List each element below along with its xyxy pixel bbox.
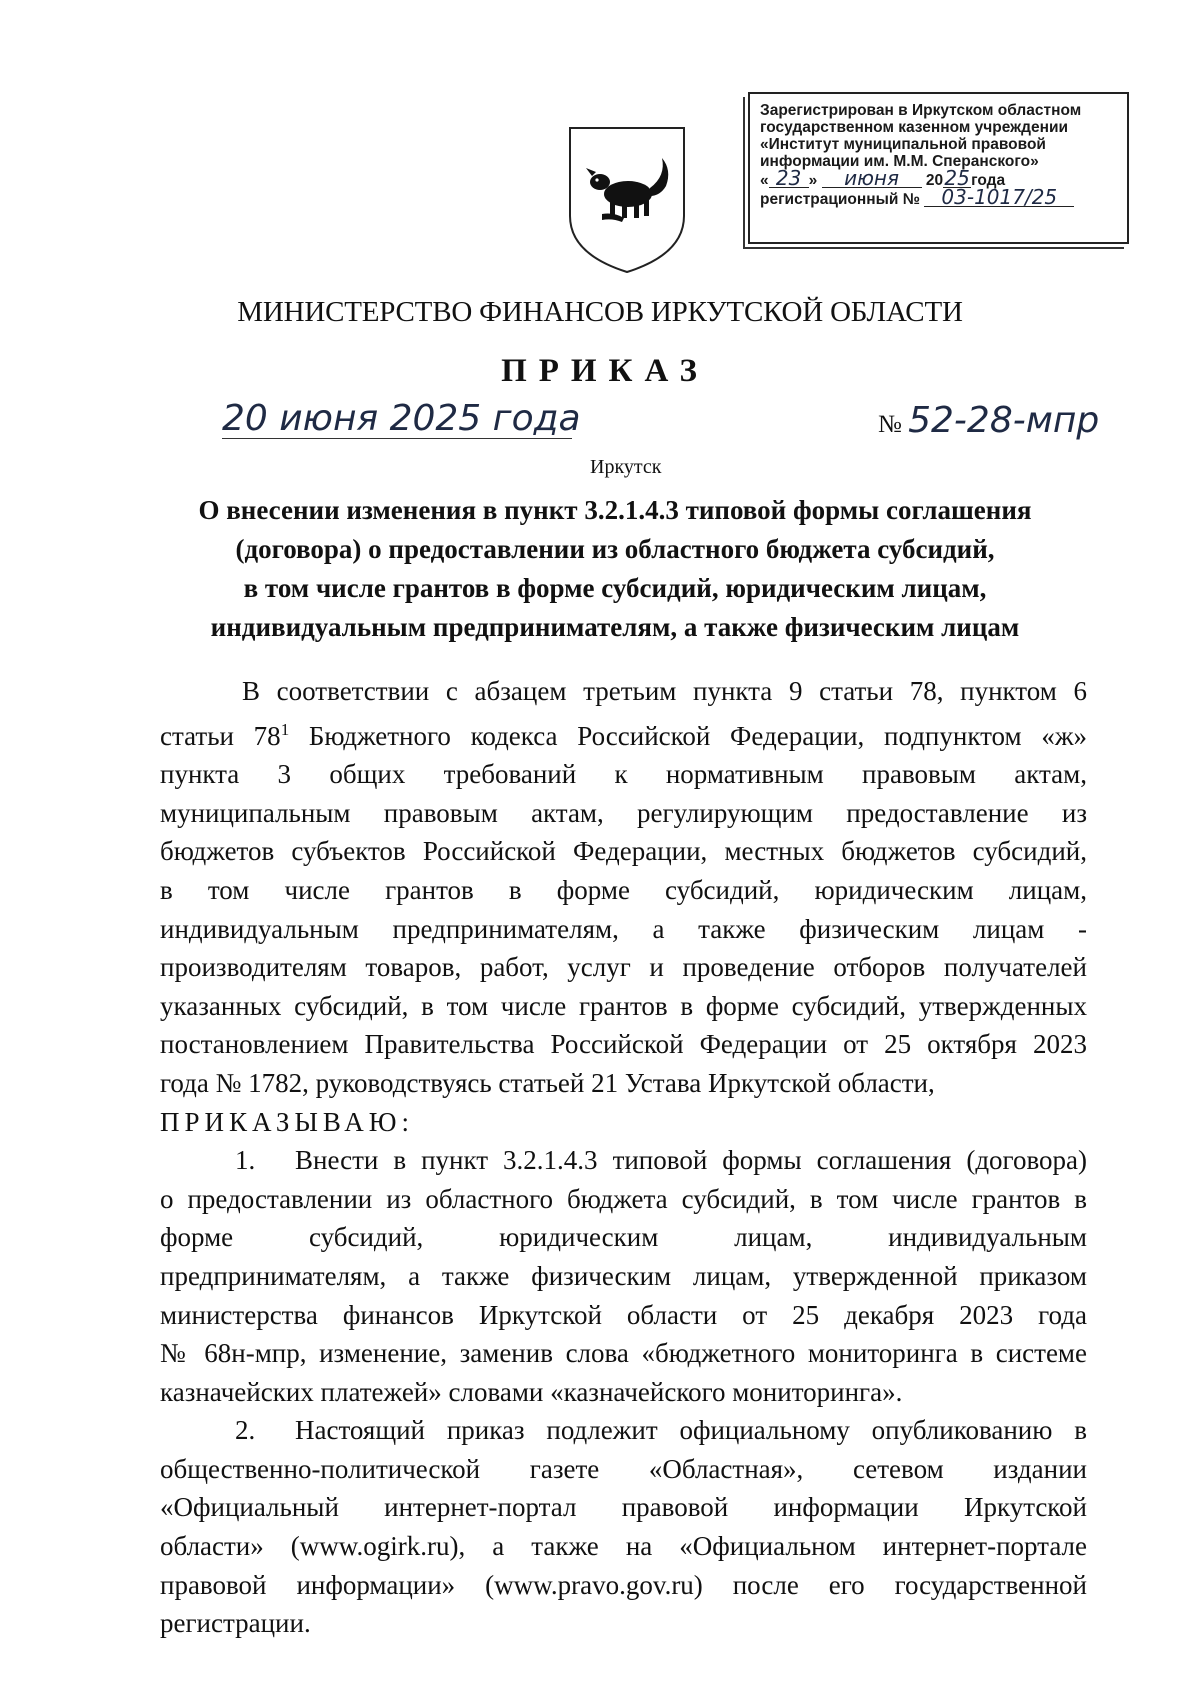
order-title: ПРИКАЗ	[501, 353, 709, 389]
item-line: области» (www.ogirk.ru), а также на «Официальном интернет-портале	[160, 1531, 1087, 1562]
preamble	[160, 672, 1087, 1103]
preamble-text: Бюджетного кодекса Российской Федерации, подпунктом «ж»	[289, 720, 1087, 751]
item-line: форме субсидий, юридическим лицам, индивидуальным	[160, 1222, 1087, 1253]
item-line: казначейских платежей» словами «казначейского мониторинга».	[160, 1376, 903, 1407]
stamp-line: «Институт муниципальной правовой	[760, 136, 1046, 153]
preamble-line: в том числе грантов в форме субсидий, юридическим лицам,	[160, 874, 1087, 905]
order-number-label: №	[878, 411, 902, 438]
preamble-line: постановлением Правительства Российской Федерации от 25 октября 2023	[160, 1029, 1087, 1060]
heading-line: О внесении изменения в пункт 3.2.1.4.3 типовой формы соглашения	[198, 495, 1032, 525]
preamble-line: муниципальным правовым актам, регулирующим предоставление из	[160, 797, 1087, 828]
stamp-line: Зарегистрирован в Иркутском областном	[760, 102, 1082, 119]
order-number-value: 52-28-мпр	[908, 400, 1100, 441]
item-text: Настоящий приказ подлежит официальному опубликованию в	[295, 1415, 1087, 1446]
prikazyvayu: ПРИКАЗЫВАЮ:	[160, 1106, 414, 1137]
item-line: правовой информации» (www.pravo.gov.ru) после его государственной	[160, 1569, 1087, 1600]
stamp-open-quote: «	[760, 172, 769, 189]
stamp-year-suffix: 25	[944, 166, 970, 190]
item-line: регистрации.	[160, 1608, 311, 1639]
heading-line: индивидуальным предпринимателям, а также физическим лицам	[210, 612, 1020, 642]
item-line: «Официальный интернет-портал правовой информации Иркутской	[160, 1492, 1087, 1523]
stamp-reg-line	[760, 185, 1119, 209]
item-line: предпринимателям, а также физическим лицам, утвержденной приказом	[160, 1260, 1087, 1291]
item-number: 1.	[235, 1145, 256, 1176]
heading-line: в том числе грантов в форме субсидий, юридическим лицам,	[243, 573, 987, 603]
item-line: министерства финансов Иркутской области от 25 декабря 2023 года	[160, 1299, 1087, 1330]
registration-stamp	[748, 92, 1129, 244]
stamp-day: 23	[769, 170, 809, 188]
preamble-line: бюджетов субъектов Российской Федерации, местных бюджетов субсидий,	[160, 836, 1087, 867]
order-number	[878, 400, 1099, 441]
order-date-underline	[222, 438, 572, 439]
stamp-date-line	[760, 166, 1119, 190]
item-line: общественно-политической газете «Областная», сетевом издании	[160, 1453, 1087, 1484]
stamp-reg-number: 03-1017/25	[924, 189, 1074, 207]
preamble-line	[160, 711, 1087, 756]
coat-of-arms-icon	[566, 124, 688, 276]
stamp-year-word: года	[971, 172, 1006, 189]
item-line	[160, 1411, 1087, 1450]
stamp-year-prefix: 20	[925, 172, 944, 189]
stamp-close-quote: »	[808, 172, 818, 189]
preamble-line: индивидуальным предпринимателям, а также физическим лицам -	[160, 913, 1087, 944]
item-number: 2.	[235, 1415, 256, 1446]
stamp-line: государственном казенном учреждении	[760, 119, 1069, 136]
item-text: Внести в пункт 3.2.1.4.3 типовой формы соглашения (договора)	[295, 1145, 1087, 1176]
preamble-line: года № 1782, руководствуясь статьей 21 Устава Иркутской области,	[160, 1067, 935, 1098]
city: Иркутск	[590, 456, 662, 478]
order-item-1	[160, 1141, 1087, 1411]
heading-line: (договора) о предоставлении из областного бюджета субсидий,	[235, 534, 995, 564]
ministry-name: МИНИСТЕРСТВО ФИНАНСОВ ИРКУТСКОЙ ОБЛАСТИ	[237, 296, 963, 328]
item-line: № 68н-мпр, изменение, заменив слова «бюджетного мониторинга в системе	[160, 1338, 1087, 1369]
preamble-text: статьи 78	[160, 720, 281, 751]
preamble-line: указанных субсидий, в том числе грантов в форме субсидий, утвержденных	[160, 990, 1087, 1021]
order-date: 20 июня 2025 года	[222, 398, 581, 439]
item-line	[160, 1141, 1087, 1180]
order-heading	[150, 491, 1080, 647]
superscript: 1	[280, 719, 290, 739]
item-line: о предоставлении из областного бюджета субсидий, в том числе грантов в	[160, 1183, 1087, 1214]
stamp-reg-label: регистрационный №	[760, 191, 920, 208]
preamble-line: пункта 3 общих требований к нормативным правовым актам,	[160, 759, 1087, 790]
order-item-2	[160, 1411, 1087, 1643]
preamble-line: производителям товаров, работ, услуг и проведение отборов получателей	[160, 952, 1087, 983]
stamp-month: июня	[822, 170, 922, 188]
order-body	[160, 672, 1087, 1643]
stamp-line: информации им. М.М. Сперанского»	[760, 153, 1039, 170]
preamble-line: В соответствии с абзацем третьим пункта 9 статьи 78, пунктом 6	[242, 676, 1087, 706]
